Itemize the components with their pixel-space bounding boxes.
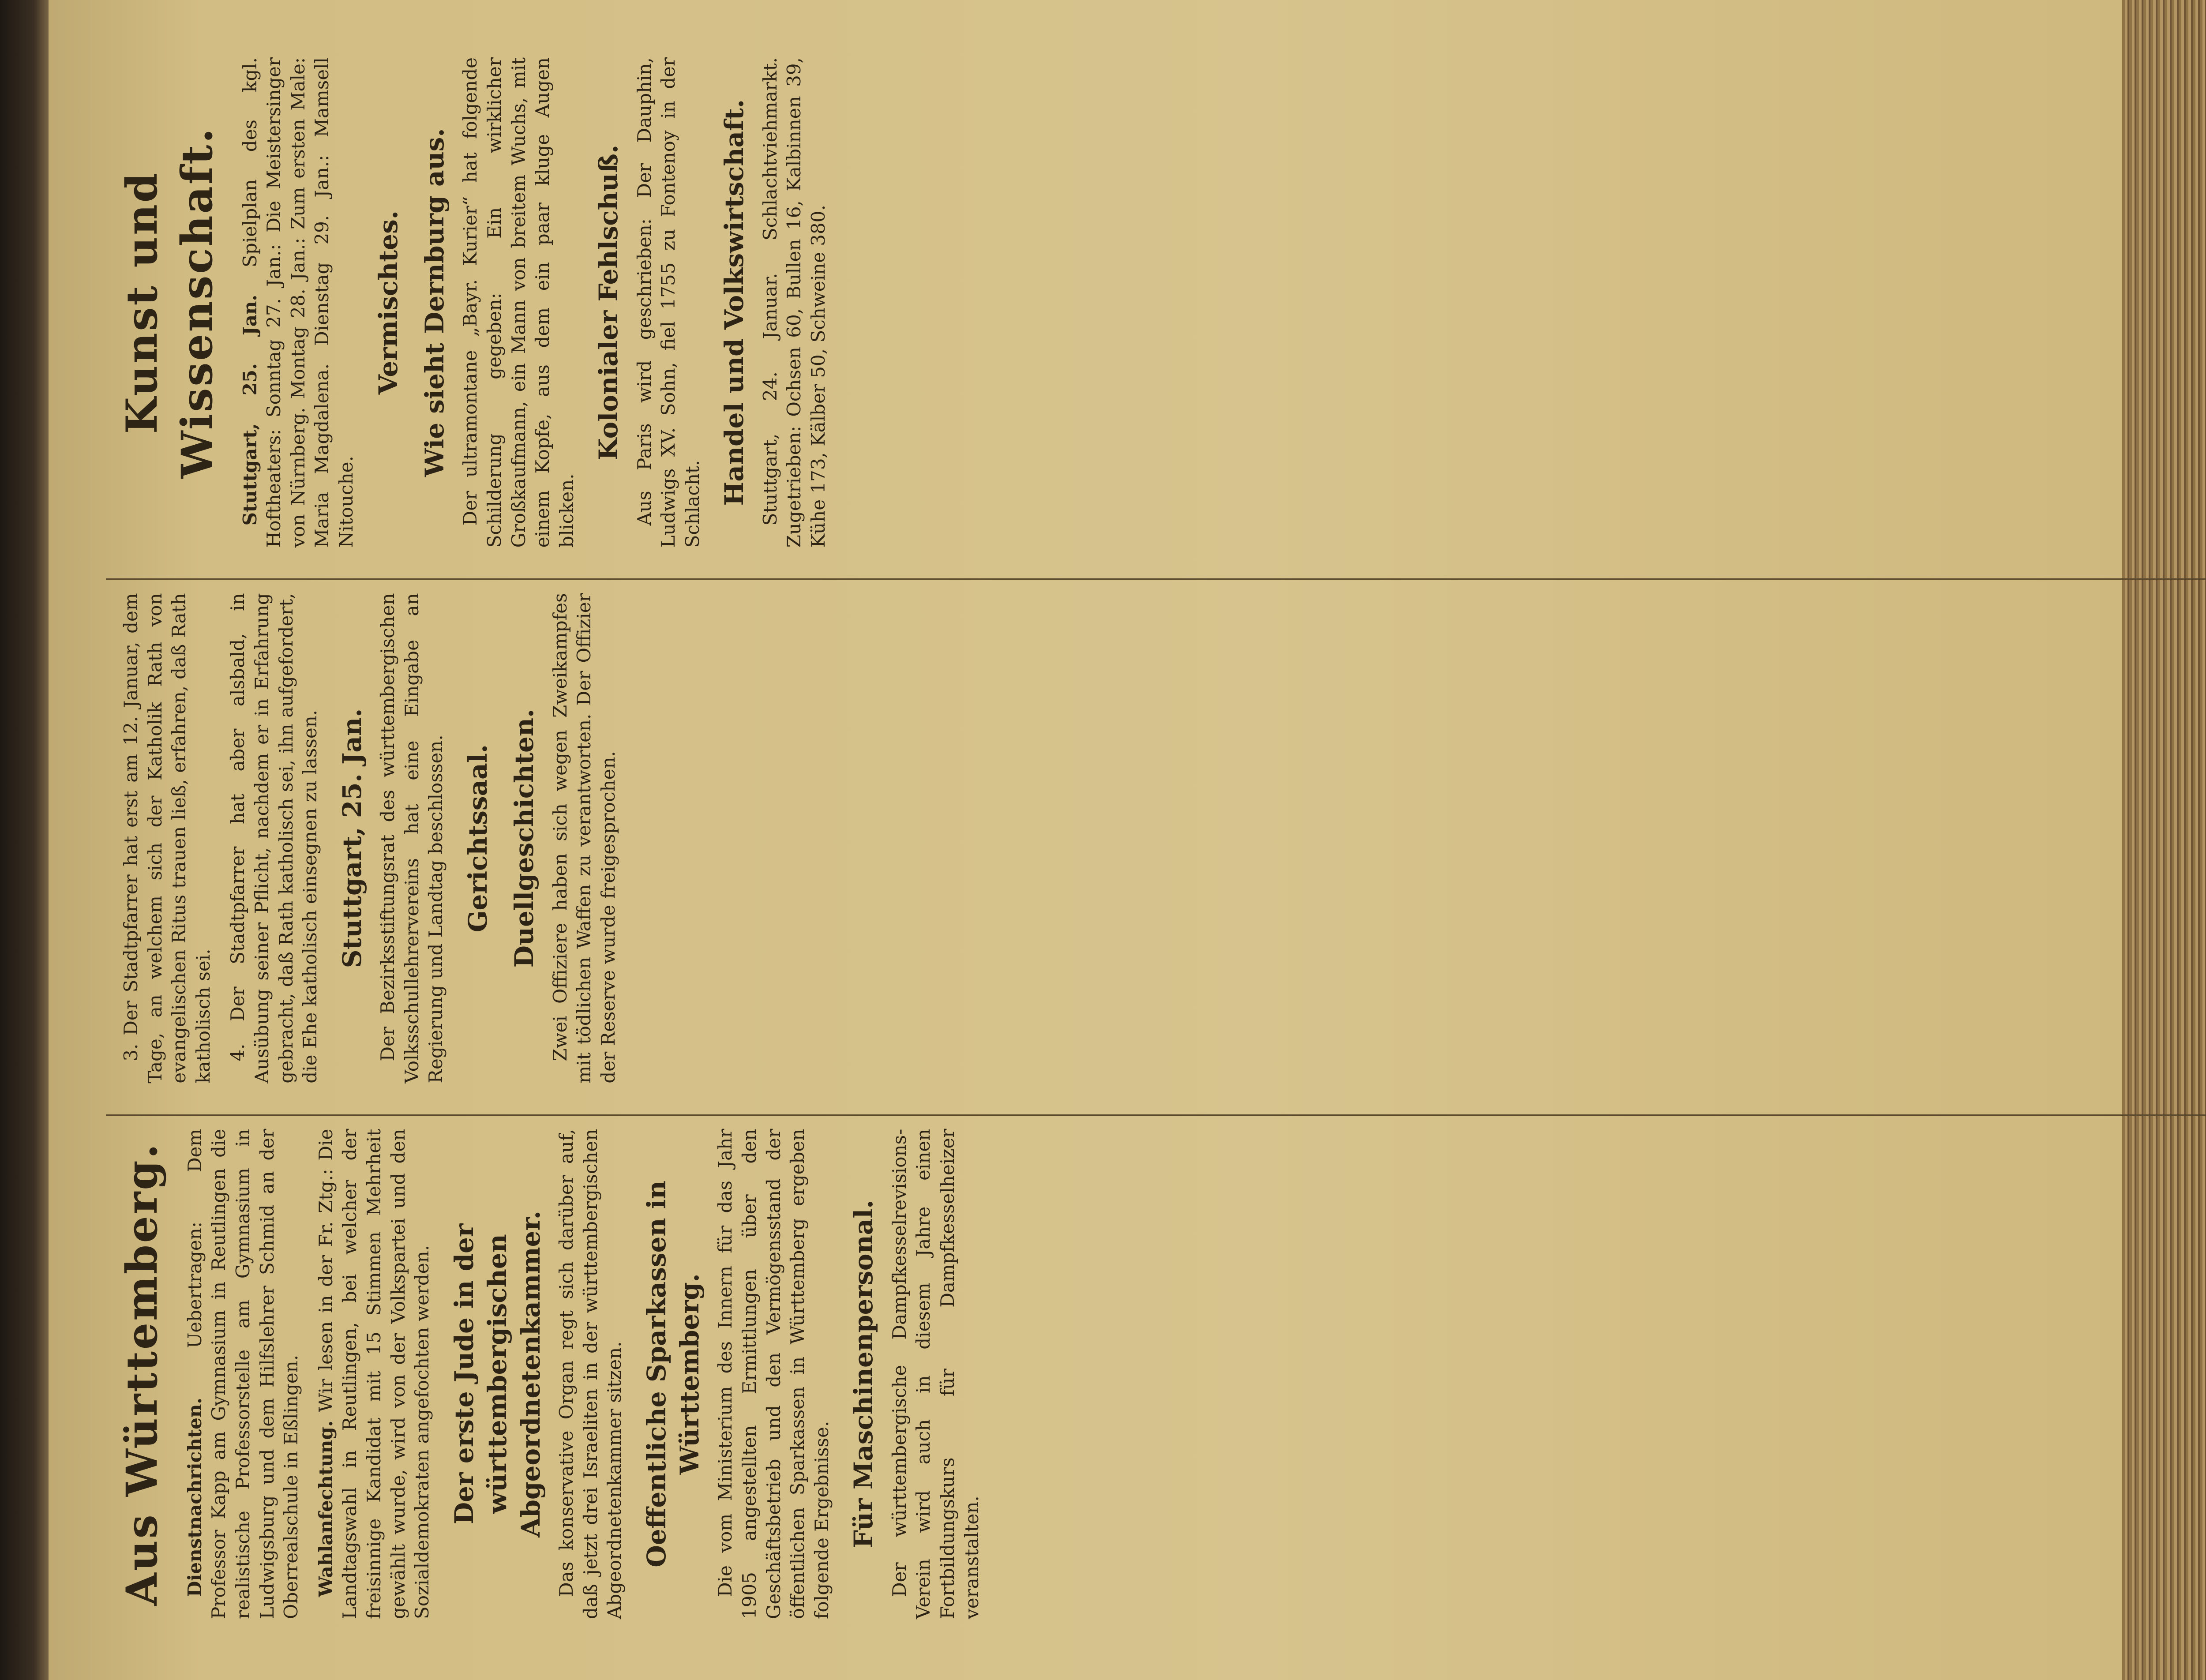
paragraph-text: Uebertragen: Dem Professor Kapp am Gymnasium in Reutlingen die realistische Professorstelle am Gymnasium in Ludwigsburg und dem Hilfslehrer Schmid an der Oberrealschule in Eßlingen. bbox=[184, 1129, 302, 1619]
article-paragraph bbox=[376, 593, 448, 1083]
paragraph-text: Der ultramontane „Bayr. Kurier“ hat folgende Schilderung gegeben: Ein wirklicher Großkaufmann, ein Mann von breitem Wuchs, mit einem Kopfe, aus dem ein paar kluge Augen blicken. bbox=[459, 57, 578, 548]
article-list bbox=[183, 1129, 984, 1619]
article-paragraph bbox=[458, 57, 579, 548]
article-paragraph bbox=[548, 593, 621, 1083]
article-paragraph bbox=[314, 1129, 435, 1619]
paragraph-text: Zwei Offiziere haben sich wegen Zweikampfes mit tödlichen Waffen zu verantworten. Der Offizier der Reserve wurde freigesprochen. bbox=[549, 593, 619, 1084]
paragraph-text: Die vom Ministerium des Innern für das Jahr 1905 angestellten Ermittlungen über den Geschäftsbetrieb und den Vermögensstand der öffentlichen Sparkassen in Württemberg ergeben folgende Ergebnisse. bbox=[714, 1129, 833, 1619]
article-list bbox=[238, 57, 831, 548]
section-title: Aus Württemberg. bbox=[117, 1142, 167, 1606]
paragraph-lead: Dienstnachrichten. bbox=[184, 1397, 206, 1597]
article-heading: Duellgeschichten. bbox=[509, 709, 540, 968]
article-heading: Vermischtes. bbox=[373, 210, 403, 395]
article-heading: Handel und Volkswirtschaft. bbox=[719, 99, 750, 506]
column bbox=[106, 578, 2206, 1096]
paragraph-text: Wir lesen in der Fr. Ztg.: Die Landtagswahl in Reutlingen, bei welcher der freisinnige Kandidat mit 15 Stimmen Mehrheit gewählt wurde, wird von der Volkspartei und den Sozialdemokraten angefochten werden. bbox=[315, 1129, 433, 1619]
article-paragraph bbox=[758, 57, 831, 548]
article-paragraph bbox=[888, 1129, 984, 1619]
article-paragraph bbox=[226, 593, 322, 1083]
article-heading: Oeffentliche Sparkassen in Württemberg. bbox=[641, 1181, 705, 1568]
paragraph-text: 4. Der Stadtpfarrer hat aber alsbald, in Ausübung seiner Pflicht, nachdem er in Erfahrung gebracht, daß Rath katholisch sei, ihn aufgefordert, die Ehe katholisch einsegnen zu lassen. bbox=[227, 593, 321, 1084]
article-heading: Stuttgart, 25. Jan. bbox=[337, 708, 367, 968]
section-title: Kunst und Wissenschaft. bbox=[117, 127, 222, 479]
paragraph-lead: Wahlanfechtung. bbox=[315, 1420, 337, 1597]
article-paragraph bbox=[183, 1129, 304, 1619]
article-paragraph bbox=[555, 1129, 627, 1619]
column bbox=[106, 1114, 2206, 1632]
article-heading: Für Maschinenpersonal. bbox=[848, 1200, 879, 1549]
paragraph-text: Das konservative Organ regt sich darüber auf, daß jetzt drei Israeliten in der württembergischen Abgeordnetenkammer sitzen. bbox=[555, 1129, 626, 1619]
paragraph-text: Der württembergische Dampfkesselrevisions-Verein wird auch in diesem Jahre einen Fortbildungskurs für Dampfkesselheizer veranstalten. bbox=[888, 1129, 983, 1619]
article-heading: Gerichtssaal. bbox=[462, 744, 493, 933]
paragraph-text: Stuttgart, 24. Januar. Schlachtviehmarkt. Zugetrieben: Ochsen 60, Bullen 16, Kalbinnen 39, Kühe 173, Kälber 50, Schweine 380. bbox=[759, 57, 829, 548]
paragraph-text: Der Bezirksstiftungsrat des württembergischen Volksschullehrervereins hat eine Eingabe an Regierung und Landtag beschlossen. bbox=[377, 593, 447, 1084]
article-paragraph bbox=[119, 593, 215, 1083]
article-heading: Kolonialer Fehlschuß. bbox=[593, 144, 624, 461]
article-list bbox=[119, 593, 620, 1083]
paragraph-lead: Stuttgart, 25. Jan. bbox=[239, 294, 261, 526]
paragraph-text: Aus Paris wird geschrieben: Der Dauphin, Ludwigs XV. Sohn, fiel 1755 zu Fontenoy in der Schlacht. bbox=[633, 57, 703, 548]
article-paragraph bbox=[713, 1129, 834, 1619]
rotated-newspaper-content bbox=[106, 44, 2206, 1632]
article-paragraph bbox=[633, 57, 705, 548]
article-paragraph bbox=[238, 57, 359, 548]
column bbox=[106, 44, 2206, 561]
paragraph-text: 3. Der Stadtpfarrer hat erst am 12. Januar, dem Tage, an welchem sich der Katholik Rath von evangelischen Ritus trauen ließ, erfahren, daß Rath katholisch sei. bbox=[120, 593, 214, 1084]
paragraph-text: Spielplan des kgl. Hoftheaters: Sonntag 27. Jan.: Die Meistersinger von Nürnberg. Montag 28. Jan.: Zum ersten Male: Maria Magdalena. Dienstag 29. Jan.: Mamsell Nitouche. bbox=[239, 57, 357, 548]
article-heading: Der erste Jude in der württembergischen Abgeordnetenkammer. bbox=[449, 1211, 546, 1538]
book-binding bbox=[0, 0, 49, 1680]
article-heading: Wie sieht Dernburg aus. bbox=[419, 128, 450, 477]
